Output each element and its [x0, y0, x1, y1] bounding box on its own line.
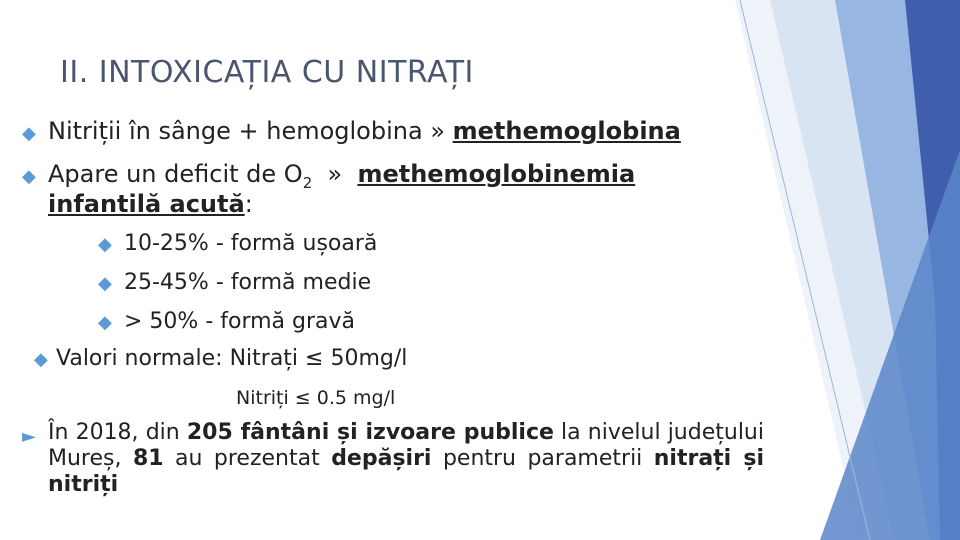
- sub-bullet-text: 25-45% - formă medie: [124, 270, 372, 295]
- paragraph-bold: depășiri: [331, 446, 432, 471]
- paragraph-2018: [48, 420, 764, 498]
- methemoglobin-term: methemoglobina: [452, 117, 681, 145]
- paragraph-text: au prezentat: [163, 446, 332, 471]
- sub-bullet-medium: [98, 269, 371, 298]
- sub-bullet-text: 10-25% - formă ușoară: [124, 231, 378, 256]
- colon: :: [244, 190, 253, 218]
- triangle-arrow-glyph: ►: [22, 426, 36, 447]
- bullet-text: Nitriții în sânge + hemoglobina »: [48, 117, 453, 145]
- normal-values-nitrites: Nitriți ≤ 0.5 mg/l: [236, 387, 396, 409]
- diamond-icon: ◆: [98, 234, 112, 255]
- paragraph-text: În 2018, din: [48, 420, 187, 445]
- paragraph-text: pentru parametrii: [431, 446, 654, 471]
- paragraph-bold: nitrați și nitriți: [48, 446, 764, 497]
- bullet-nitrites: [22, 117, 681, 148]
- sub-bullet-text: > 50% - formă gravă: [124, 309, 356, 334]
- paragraph-bold: 81: [132, 446, 164, 471]
- sub-bullet-severe: [98, 308, 355, 337]
- diamond-icon: ◆: [98, 312, 112, 333]
- subscript-2: 2: [302, 173, 313, 192]
- bullet-text: Valori normale: Nitrați ≤ 50mg/l: [56, 346, 408, 371]
- bullet-normal-values: [34, 345, 407, 374]
- diamond-icon: ◆: [22, 123, 36, 144]
- slide-title: II. INTOXICAȚIA CU NITRAȚI: [60, 55, 474, 90]
- paragraph-text: la nivelul județului Mureș,: [48, 420, 764, 471]
- methemoglobinemia-term: methemoglobinemia: [357, 160, 636, 188]
- infant-acute-term: infantilă acută: [48, 190, 245, 218]
- triangle-arrow-icon: [22, 420, 46, 451]
- bullet-text: Apare un deficit de O: [48, 160, 303, 188]
- bullet-o2-deficit-line2: [48, 190, 253, 218]
- sub-bullet-mild: [98, 230, 377, 259]
- diamond-icon: ◆: [98, 273, 112, 294]
- paragraph-bold: 205 fântâni și izvoare publice: [186, 420, 554, 445]
- diamond-icon: ◆: [34, 349, 48, 370]
- bullet-text: »: [312, 160, 358, 188]
- diamond-icon: ◆: [22, 166, 36, 187]
